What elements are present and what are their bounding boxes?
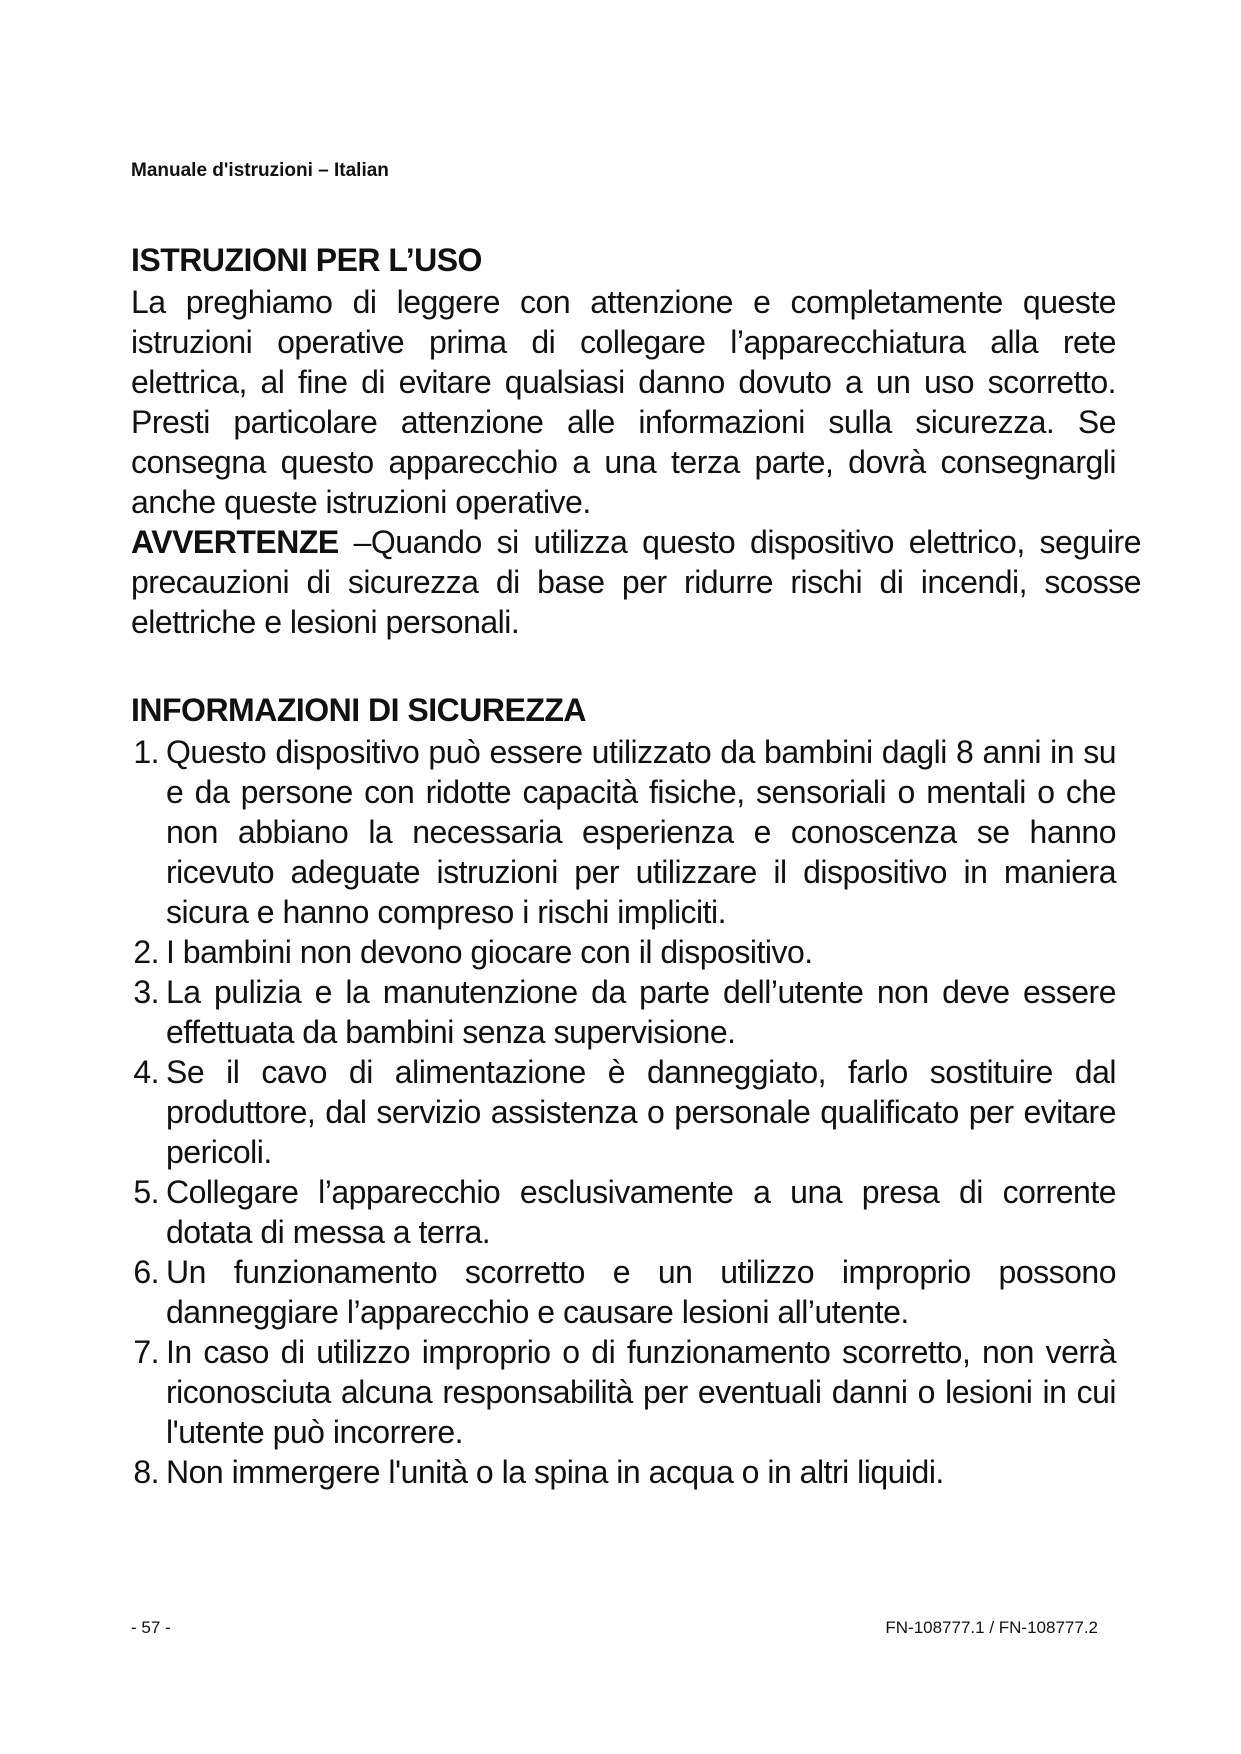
list-item bbox=[131, 1452, 1116, 1492]
section-title-istruzioni: ISTRUZIONI PER L’USO bbox=[131, 242, 482, 278]
list-item-text: In caso di utilizzo improprio o di funzionamento scorretto, non verrà riconosciuta alcuna responsabilità per eventuali danni o lesioni in cui l'utente può incorrere. bbox=[166, 1334, 1116, 1450]
list-item bbox=[131, 732, 1116, 932]
list-item bbox=[131, 932, 1116, 972]
list-item-text: Se il cavo di alimentazione è danneggiato, farlo sostituire dal produttore, dal servizio assistenza o personale qualificato per evitare pericoli. bbox=[166, 1054, 1116, 1170]
list-item-text: Non immergere l'unità o la spina in acqua o in altri liquidi. bbox=[166, 1454, 944, 1490]
list-item-number: 4. bbox=[133, 1054, 159, 1090]
list-item-text: Questo dispositivo può essere utilizzato da bambini dagli 8 anni in su e da persone con ridotte capacità fisiche, sensoriali o mentali o che non abbiano la necessaria esperienza e conoscenza se hanno ricevuto adeguate istruzioni per utilizzare il dispositivo in maniera sicura e hanno compreso i rischi impliciti. bbox=[166, 734, 1116, 930]
list-item-number: 7. bbox=[133, 1334, 159, 1370]
list-item bbox=[131, 1172, 1116, 1252]
section-title-sicurezza: INFORMAZIONI DI SICUREZZA bbox=[131, 692, 587, 728]
warning-text: –Quando si utilizza questo dispositivo elettrico, seguire precauzioni di sicurezza di base per ridurre rischi di incendi, scosse elettriche e lesioni personali. bbox=[131, 524, 1141, 640]
model-number: FN-108777.1 / FN-108777.2 bbox=[885, 1618, 1098, 1637]
list-item-number: 1. bbox=[133, 734, 159, 770]
warning-label: AVVERTENZE bbox=[131, 524, 339, 560]
intro-paragraph: La preghiamo di leggere con attenzione e completamente queste istruzioni operative prima di collegare l’apparecchiatura alla rete elettrica, al fine di evitare qualsiasi danno dovuto a un uso scorretto. Presti particolare attenzione alle informazioni sulla sicurezza. Se consegna questo apparecchio a una terza parte, dovrà consegnargli anche queste istruzioni operative. bbox=[131, 284, 1116, 520]
list-item-text: Un funzionamento scorretto e un utilizzo improprio possono danneggiare l’apparecchio e causare lesioni all’utente. bbox=[166, 1254, 1116, 1330]
list-item bbox=[131, 1332, 1116, 1452]
list-item-number: 5. bbox=[133, 1174, 159, 1210]
page-number: - 57 - bbox=[131, 1618, 171, 1637]
list-item-number: 8. bbox=[133, 1454, 159, 1490]
list-item-text: I bambini non devono giocare con il dispositivo. bbox=[166, 934, 813, 970]
list-item-number: 2. bbox=[133, 934, 159, 970]
warning-paragraph bbox=[131, 522, 1141, 642]
safety-list bbox=[131, 732, 1116, 1492]
manual-header: Manuale d'istruzioni – Italian bbox=[131, 160, 389, 181]
list-item bbox=[131, 1052, 1116, 1172]
list-item-number: 6. bbox=[133, 1254, 159, 1290]
section-spacer bbox=[131, 642, 1141, 688]
list-item bbox=[131, 972, 1116, 1052]
list-item-text: Collegare l’apparecchio esclusivamente a una presa di corrente dotata di messa a terra. bbox=[166, 1174, 1116, 1250]
list-item bbox=[131, 1252, 1116, 1332]
list-item-text: La pulizia e la manutenzione da parte dell’utente non deve essere effettuata da bambini senza supervisione. bbox=[166, 974, 1116, 1050]
list-item-number: 3. bbox=[133, 974, 159, 1010]
main-content bbox=[131, 238, 1141, 1492]
